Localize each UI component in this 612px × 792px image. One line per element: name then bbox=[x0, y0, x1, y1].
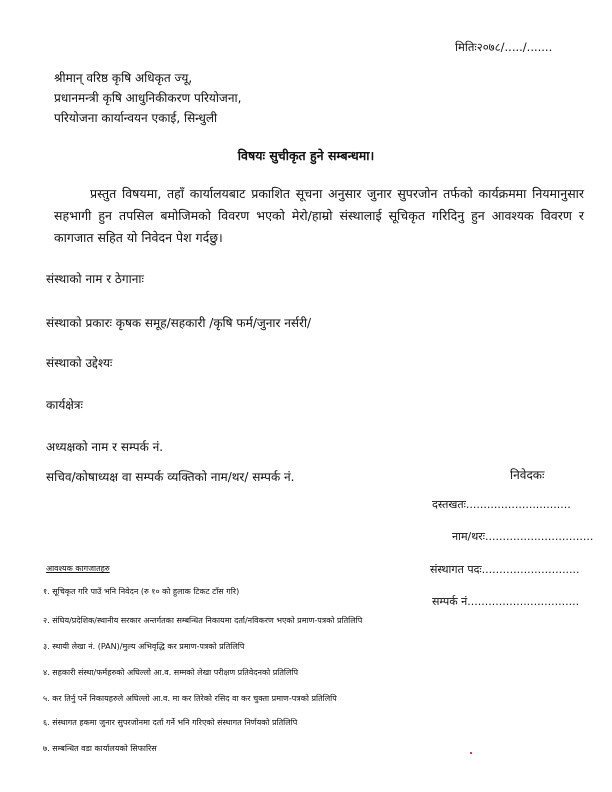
signature-field: दस्तखतः.............................. bbox=[432, 498, 571, 511]
docs-heading: आवश्यक कागजातहरु bbox=[46, 564, 110, 573]
doc-item-6: ६. संस्थागत हकमा जुनार सुपरजोनमा दर्ता गर्ने भनि गरिएको संस्थागत निर्णयको प्रतिलिपि bbox=[43, 718, 298, 727]
doc-item-2: २. संघिय/प्रदेशिक/स्थानीय सरकार अन्तर्गतका सम्बन्धित निकायमा दर्ता/नविकरण भएको प्रमाण-पत्रको प्रतिलिपि bbox=[43, 616, 363, 625]
secretary-contact-field: सचिव/कोषाध्यक्ष वा सम्पर्क व्यक्तिको नाम/थर/ सम्पर्क नं. bbox=[46, 470, 295, 484]
body-paragraph: प्रस्तुत विषयमा, तहाँ कार्यालयबाट प्रकाशित सूचना अनुसार जुनार सुपरजोन तर्फको कार्यक्रममा नियमानुसार सहभागी हुन तपसिल बमोजिमको विवरण भएको मेरो/हाम्रो संस्थालाई सूचिकृत गरिदिनु हुन आवश्यक विवरण र कागजात सहित यो निवेदन पेश गर्दछु। bbox=[54, 186, 584, 245]
scan-speck bbox=[470, 752, 472, 754]
addressee-line-2: प्रधानमन्त्री कृषि आधुनिकीकरण परियोजना, bbox=[54, 91, 242, 105]
applicant-name-field: नाम/थरः............................... bbox=[452, 530, 594, 543]
chair-contact-field: अध्यक्षको नाम र सम्पर्क नं. bbox=[46, 440, 164, 454]
addressee-line-3: परियोजना कार्यान्वयन एकाई, सिन्धुली bbox=[54, 111, 218, 125]
work-area-field: कार्यक्षेत्रः bbox=[46, 398, 83, 412]
applicant-heading: निवेदकः bbox=[510, 468, 545, 482]
addressee-line-1: श्रीमान् वरिष्ठ कृषि अधिकृत ज्यू, bbox=[54, 71, 193, 85]
date-line: मितिः२०७८/...../....... bbox=[455, 40, 553, 54]
doc-item-7: ७. सम्बन्धित वडा कार्यालयको सिफारिस bbox=[43, 744, 157, 753]
position-field: संस्थागत पदः............................ bbox=[430, 563, 580, 576]
subject-line: विषयः सुचीकृत हुने सम्बन्धमा। bbox=[237, 148, 375, 163]
contact-field: सम्पर्क नं................................ bbox=[432, 595, 580, 608]
doc-item-4: ४. सहकारी संस्था/फर्महरुको अघिल्लो आ.व. सम्मको लेखा परीक्षण प्रतिवेदनको प्रतिलिपि bbox=[43, 668, 299, 677]
org-type-field: संस्थाको प्रकारः कृषक समूह/सहकारी /कृषि फर्म/जुनार नर्सरी/ bbox=[46, 316, 312, 330]
doc-item-3: ३. स्थायी लेखा नं. (PAN)/मुल्य अभिवृद्धि कर प्रमाण-पत्रको प्रतिलिपि bbox=[43, 642, 245, 651]
org-objective-field: संस्थाको उद्देश्यः bbox=[46, 356, 113, 370]
org-name-field: संस्थाको नाम र ठेगानाः bbox=[46, 272, 144, 286]
doc-item-1: १. सूचिकृत गरि पाउँ भनि निवेदन (रु १० को हुलाक टिकट टाँस गरि) bbox=[43, 587, 240, 596]
doc-item-5: ५. कर तिर्नु पर्ने निकायहरुले अघिल्लो आ.व. मा कर तिरेको रसिद वा कर चुक्ता प्रमाण-पत्रको प्रतिलिपि bbox=[43, 694, 337, 703]
